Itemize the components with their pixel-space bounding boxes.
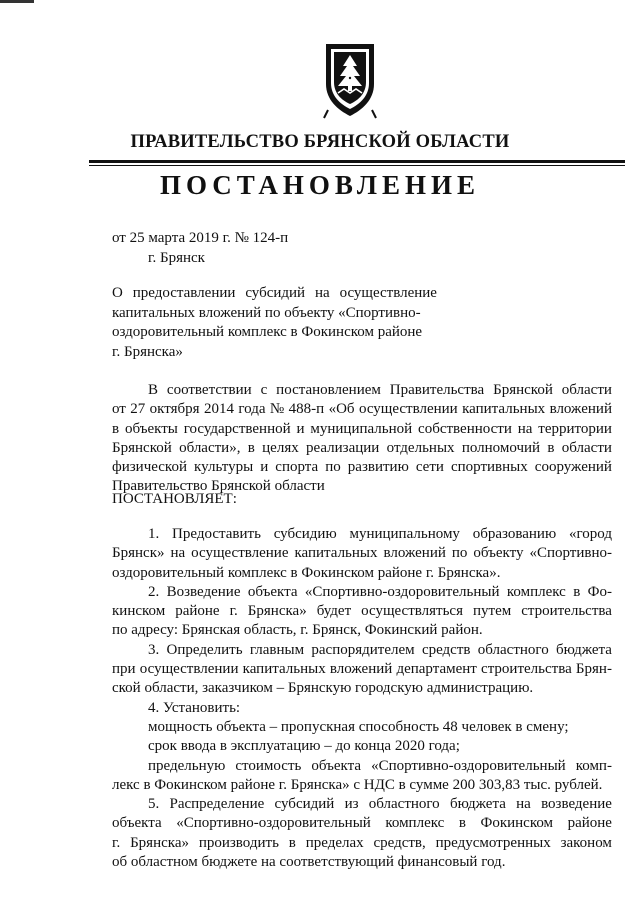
body-line: 1. Предоставить субсидию муниципальному образованию «город — [148, 526, 612, 542]
header-rule-thin — [89, 165, 625, 166]
body-line: 5. Распределение субсидий из областного бюджета на возведение — [148, 796, 612, 813]
body-line: от 27 октября 2014 года № 488-п «Об осуществлении капитальных вложений — [112, 401, 612, 418]
organization-title: ПРАВИТЕЛЬСТВО БРЯНСКОЙ ОБЛАСТИ — [130, 132, 510, 152]
body-line: В соответствии с постановлением Правительства Брянской области — [148, 382, 612, 398]
resolves-heading: ПОСТАНОВЛЯЕТ: — [112, 491, 237, 507]
body-line: кинском районе г. Брянска» будет осуществляться путем строительства — [112, 603, 612, 620]
clauses-section — [112, 525, 612, 872]
body-line: срок ввода в эксплуатацию – до конца 2020 года; — [148, 738, 460, 755]
body-line: 3. Определить главным распорядителем средств областного бюджета — [148, 641, 612, 658]
body-line: предельную стоимость объекта «Спортивно-оздоровительный комп- — [148, 757, 612, 774]
body-line: мощность объекта – пропускная способность 48 человек в смену; — [148, 718, 569, 735]
body-line: оздоровительный комплекс в Фокинском районе г. Брянска». — [112, 564, 501, 581]
document-type-title: ПОСТАНОВЛЕНИЕ — [159, 170, 481, 200]
subject-line: г. Брянска» — [112, 343, 183, 360]
header-rule-thick — [89, 160, 625, 163]
body-line: при осуществлении капитальных вложений департамент строительства Брян- — [112, 661, 612, 678]
body-line: 2. Возведение объекта «Спортивно-оздоровительный комплекс в Фо- — [148, 583, 612, 600]
body-line: об областном бюджете на соответствующий финансовый год. — [112, 854, 506, 871]
subject-line: капитальных вложений по объекту «Спортивно- — [112, 304, 421, 321]
body-line: физической культуры и спорта по развитию сети спортивных сооружений — [112, 459, 612, 476]
subject-line: оздоровительный комплекс в Фокинском районе — [112, 324, 423, 340]
subject-line: О предоставлении субсидий на осуществление — [112, 285, 437, 301]
document-city: г. Брянск — [148, 250, 205, 266]
body-line: по адресу: Брянская область, г. Брянск, Фокинский район. — [112, 622, 483, 639]
body-line: ской области, заказчиком – Брянскую городскую администрацию. — [112, 680, 534, 697]
body-line: в объекты государственной и муниципальной собственности на территории — [112, 420, 612, 437]
body-line: Брянской области», в целях реализации отдельных полномочий в области — [112, 439, 612, 456]
preamble-paragraph — [112, 381, 612, 497]
body-line: 4. Установить: — [148, 699, 241, 716]
body-line: г. Брянска» производить в пределах средств, предусмотренных законом — [112, 834, 612, 851]
body-line: лекс в Фокинском районе г. Брянска» с НДС в сумме 200 303,83 тыс. рублей. — [112, 776, 603, 793]
bryansk-coat-of-arms-icon — [322, 38, 378, 120]
body-line: Брянск» на осуществление капитальных вложений по объекту «Спортивно- — [112, 545, 612, 562]
body-line: Правительство Брянской области — [112, 478, 325, 495]
scan-corner-mark — [0, 0, 34, 3]
document-date-number: от 25 марта 2019 г. № 124-п — [112, 230, 289, 246]
body-line: объекта «Спортивно-оздоровительный комплекс в Фокинском районе — [112, 815, 612, 832]
document-subject — [112, 284, 437, 362]
